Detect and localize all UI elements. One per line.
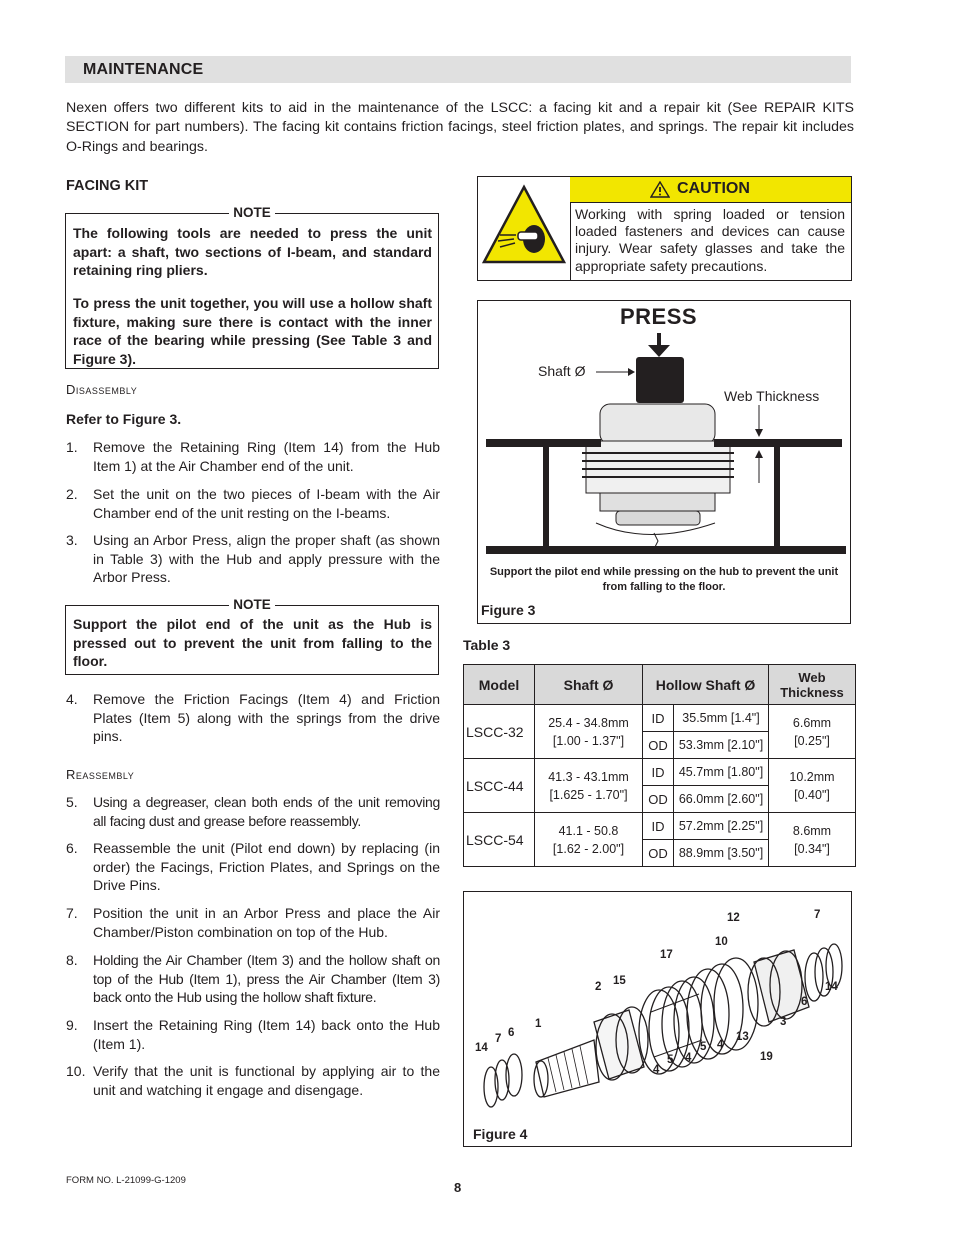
callout-2: 2 [595,981,602,993]
list-item: 4. Remove the Friction Facings (Item 4) and Friction Plates (Item 5) along with the springs from the drive pins. [66,691,440,745]
refer-figure-text: Refer to Figure 3. [66,411,182,427]
callout-14: 14 [825,981,838,993]
callout-14-left: 14 [475,1042,488,1054]
callout-3: 3 [780,1016,787,1028]
callout-15: 15 [613,975,626,987]
list-item: 2. Set the unit on the two pieces of I-beam with the Air Chamber end of the unit resting on the I-beams. [66,486,440,521]
table-row: OD 88.9mm [3.50"] [464,840,856,867]
callout-4-a: 4 [685,1052,692,1064]
figure-4 [463,891,852,1147]
figure-3 [477,300,851,624]
facing-kit-heading: FACING KIT [66,178,149,194]
callout-4-c: 4 [653,1064,660,1076]
exploded-view-diagram [464,892,851,1146]
caution-box [477,176,852,281]
table-row: LSCC-32 25.4 - 34.8mm [1.00 - 1.37"] ID 35.5mm [1.4"] 6.6mm [0.25"] [464,705,856,732]
caution-text: Working with spring loaded or tension loaded fasteners and devices can cause injury. Wear safety glasses and take the appropriate safety precautions. [575,206,845,274]
note-label: NOTE [229,205,275,220]
form-number: FORM NO. L-21099-G-1209 [66,1175,186,1186]
list-item: 1. Remove the Retaining Ring (Item 14) from the Hub Item 1) at the Air Chamber end of the unit. [66,439,440,474]
callout-6-left: 6 [508,1027,515,1039]
list-item: 5. Using a degreaser, clean both ends of the unit removing all facing dust and grease before reassembly. [66,794,440,829]
callout-4-b: 4 [717,1039,724,1051]
callout-13: 13 [736,1031,749,1043]
callout-5-a: 5 [667,1054,674,1066]
web-thickness-label: Web Thickness [724,388,820,404]
caution-header [570,177,851,203]
callout-7-left: 7 [495,1033,502,1045]
callout-17: 17 [660,949,673,961]
table-row: OD 66.0mm [2.60"] [464,786,856,813]
section-title: MAINTENANCE [83,61,204,78]
note-text-1: The following tools are needed to press the unit apart: a shaft, two sections of I-beam, and standard retaining ring pliers. [73,225,432,278]
callout-1: 1 [535,1018,542,1030]
intro-paragraph: Nexen offers two different kits to aid in the maintenance of the LSCC: a facing kit and a repair kit (See REPAIR KITS SECTION for part numbers). The facing kit contains friction facings, steel friction plates, and springs. The repair kit includes O-Rings and bearings. [66,100,854,155]
callout-12: 12 [727,912,740,924]
col-header-model: Model [464,665,535,705]
list-item: 9. Insert the Retaining Ring (Item 14) back onto the Hub (Item 1). [66,1017,440,1052]
table-row: OD 53.3mm [2.10"] [464,732,856,759]
note-box-tools [65,205,439,369]
note-label: NOTE [229,597,275,612]
table-row: LSCC-54 41.1 - 50.8 [1.62 - 2.00"] ID 57.2mm [2.25"] 8.6mm [0.34"] [464,813,856,840]
figure-3-caption: Figure 3 [481,602,536,618]
reassembly-heading: Reassembly [66,767,135,782]
list-item: 6. Reassemble the unit (Pilot end down) by replacing (in order) the Facings, Friction Plates, and Springs on the Drive Pins. [66,840,440,894]
list-item: 8. Holding the Air Chamber (Item 3) and the hollow shaft on top of the Hub (Item 1), press the Air Chamber (Item 3) back onto the Hub using the hollow shaft fixture. [66,952,440,1006]
caution-title: CAUTION [677,180,750,197]
list-item: 7. Position the unit in an Arbor Press and place the Air Chamber/Piston combination on top of the Hub. [66,905,440,940]
note-text-2: To press the unit together, you will use a hollow shaft fixture, making sure there is contact with the inner race of the bearing while pressing (See Table 3 and Figure 3). [73,295,432,367]
table-3 [463,664,856,867]
disassembly-heading: Disassembly [66,382,138,397]
callout-5-b: 5 [700,1041,707,1053]
col-header-hollow: Hollow Shaft Ø [643,665,769,705]
note-text-support: Support the pilot end of the unit as the Hub is pressed out to prevent the unit from falling to the floor. [73,616,432,669]
table-3-caption: Table 3 [463,637,511,653]
callout-6: 6 [801,996,808,1008]
list-item: 10. Verify that the unit is functional by applying air to the unit and watching it engage and disengage. [66,1063,440,1098]
callout-19: 19 [760,1051,773,1063]
col-header-shaft: Shaft Ø [535,665,643,705]
col-header-web: Web Thickness [769,665,856,705]
press-label: PRESS [620,304,698,329]
shaft-label: Shaft Ø [538,363,586,379]
callout-7: 7 [814,909,821,921]
section-header-bar [65,56,851,83]
safety-glasses-warning-icon [478,177,570,280]
list-item: 3. Using an Arbor Press, align the proper shaft (as shown in Table 3) with the Hub and apply pressure with the Arbor Press. [66,532,440,586]
table-row: LSCC-44 41.3 - 43.1mm [1.625 - 1.70"] ID 45.7mm [1.80"] 10.2mm [0.40"] [464,759,856,786]
callout-10: 10 [715,936,728,948]
support-note: Support the pilot end while pressing on the hub to prevent the unit from falling to the floor. [489,566,839,593]
page-number: 8 [454,1180,462,1195]
warning-triangle-icon [650,181,670,198]
note-box-support [65,597,439,675]
caution-icon-cell [478,177,571,280]
figure-4-caption: Figure 4 [473,1126,528,1142]
table-header-row [464,665,856,705]
